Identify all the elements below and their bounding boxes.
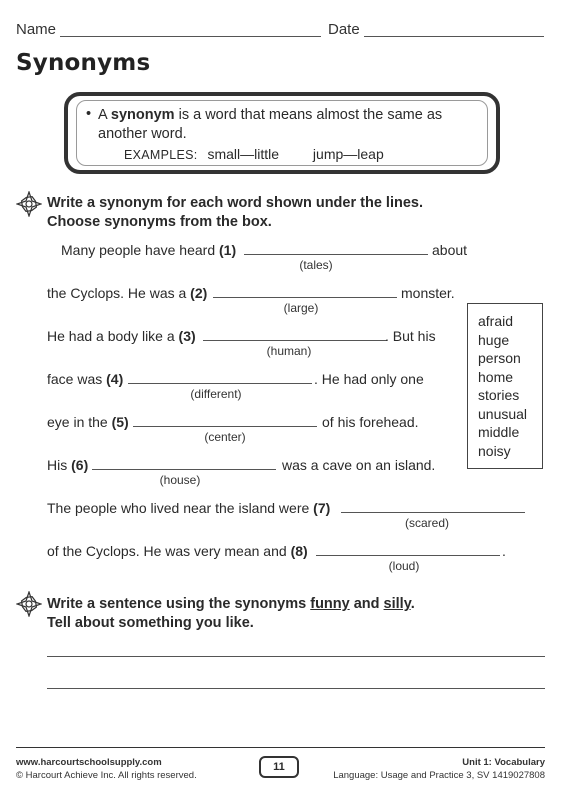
hint-5: (center) — [204, 430, 246, 444]
answer-blank-3[interactable] — [203, 340, 387, 341]
section1-instruction-line2: Choose synonyms from the box. — [47, 214, 272, 230]
synonym-word-silly: silly — [383, 596, 411, 612]
hint-3: (human) — [266, 344, 312, 358]
answer-blank-1[interactable] — [244, 254, 428, 255]
sentence-line-7 — [47, 500, 330, 516]
definition-box — [64, 92, 500, 174]
word-bank-item: stories — [478, 387, 520, 403]
section2-instruction — [47, 595, 415, 633]
date-label: Date — [328, 21, 360, 38]
page-number: 11 — [259, 756, 299, 778]
examples-label: EXAMPLES: — [124, 148, 198, 162]
definition-text — [98, 106, 458, 144]
sentence-line-4 — [47, 371, 123, 387]
line-2-pre: the Cyclops. He was a — [47, 285, 191, 301]
line-4-pre: face was — [47, 371, 107, 387]
line-6-post: was a cave on an island. — [282, 457, 436, 473]
line-1-number: (1) — [219, 242, 237, 258]
example-2: jump—leap — [312, 146, 384, 162]
section1-instruction — [47, 194, 423, 232]
line-7-pre: The people who lived near the island were — [47, 500, 314, 516]
line-8-number: (8) — [290, 543, 308, 559]
line-6-number: (6) — [71, 457, 89, 473]
footer-book: Language: Usage and Practice 3, SV 1419027808 — [333, 770, 545, 781]
answer-blank-7[interactable] — [341, 512, 525, 513]
line-1-pre: Many people have heard — [61, 242, 219, 258]
sentence-line-1 — [61, 242, 236, 258]
bullet: • — [86, 106, 92, 122]
section2-pre: Write a sentence using the synonyms — [47, 596, 311, 612]
sentence-line-8 — [47, 543, 308, 559]
word-bank-box — [467, 303, 543, 469]
definition-pre: A — [98, 107, 111, 123]
word-bank-item: unusual — [478, 405, 528, 422]
line-5-post: of his forehead. — [322, 414, 419, 430]
sentence-answer-line-1[interactable] — [47, 656, 545, 657]
hint-4: (different) — [190, 387, 242, 401]
answer-blank-2[interactable] — [213, 297, 397, 298]
line-8-post: . — [502, 543, 506, 559]
hint-2: (large) — [283, 301, 319, 315]
section2-instruction-line1 — [47, 595, 415, 614]
hint-6: (house) — [159, 473, 201, 487]
line-3-pre: He had a body like a — [47, 328, 179, 344]
section1-instruction-line1: Write a synonym for each word shown under the lines. — [47, 195, 423, 211]
line-1-post: about — [432, 242, 468, 258]
sentence-line-3 — [47, 328, 196, 344]
name-label: Name — [16, 21, 57, 38]
section2-post: . — [410, 596, 415, 612]
hint-7: (scared) — [404, 516, 449, 530]
word-bank-item: afraid — [478, 313, 514, 329]
answer-blank-6[interactable] — [92, 469, 276, 470]
star-compass-icon — [16, 191, 42, 217]
word-bank-item: middle — [478, 424, 520, 440]
sentence-line-6 — [47, 457, 88, 473]
line-3-post: . But his — [385, 328, 436, 344]
line-2-number: (2) — [190, 285, 208, 301]
word-bank-item: home — [478, 368, 514, 385]
examples — [124, 146, 384, 162]
line-4-post: . He had only one — [314, 371, 424, 387]
sentence-line-5 — [47, 414, 129, 430]
footer-divider — [16, 747, 545, 748]
answer-blank-4[interactable] — [128, 383, 312, 384]
sentence-line-2 — [47, 285, 207, 301]
footer-unit: Unit 1: Vocabulary — [462, 757, 545, 768]
line-6-pre: His — [47, 457, 72, 473]
definition-post: is a word that means almost the same as another word. — [98, 107, 443, 142]
line-5-pre: eye in the — [47, 414, 112, 430]
word-bank-item: noisy — [478, 442, 511, 459]
line-2-post: monster. — [401, 285, 455, 301]
hint-8: (loud) — [388, 559, 420, 573]
word-bank-item: huge — [478, 331, 510, 348]
section2-and: and — [349, 596, 384, 612]
line-3-number: (3) — [178, 328, 196, 344]
example-1: small—little — [207, 146, 280, 162]
word-bank-item: person — [478, 350, 521, 366]
hint-1: (tales) — [299, 258, 333, 272]
section2-instruction-line2: Tell about something you like. — [47, 615, 254, 631]
date-field[interactable] — [364, 36, 544, 37]
name-field[interactable] — [60, 36, 321, 37]
line-4-number: (4) — [106, 371, 124, 387]
sentence-answer-line-2[interactable] — [47, 688, 545, 689]
answer-blank-8[interactable] — [316, 555, 500, 556]
synonym-word-funny: funny — [310, 596, 350, 612]
footer-website: www.harcourtschoolsupply.com — [16, 757, 162, 768]
line-5-number: (5) — [111, 414, 129, 430]
page-title: Synonyms — [16, 50, 151, 76]
definition-term: synonym — [110, 107, 175, 123]
line-7-number: (7) — [313, 500, 331, 516]
line-8-pre: of the Cyclops. He was very mean and — [47, 543, 291, 559]
answer-blank-5[interactable] — [133, 426, 317, 427]
footer-copyright: © Harcourt Achieve Inc. All rights reserved. — [16, 770, 197, 781]
star-compass-icon — [16, 591, 42, 617]
